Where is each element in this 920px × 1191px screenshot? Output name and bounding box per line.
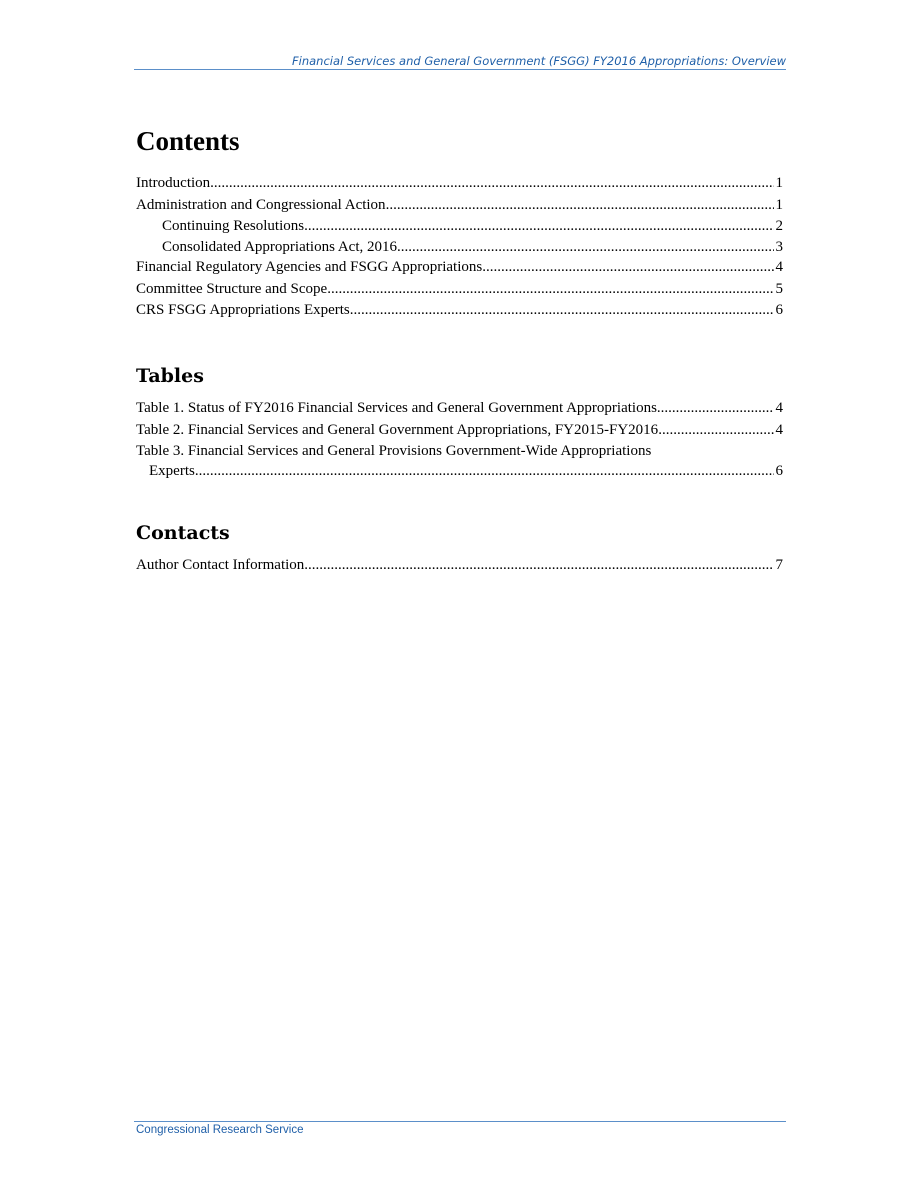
toc-entry-continuing-resolutions[interactable] [136,216,783,237]
footer-rule [134,1121,786,1122]
toc-entry-label: Continuing Resolutions [162,218,305,234]
tables-list [136,398,783,481]
dot-leader [397,237,774,258]
dot-leader [386,195,774,217]
toc-entry-page: 5 [775,280,783,297]
dot-leader [304,216,773,237]
dot-leader [350,300,774,322]
contents-title: Contents [136,126,240,156]
toc-entry-financial-regulatory-agencies[interactable] [136,257,783,279]
toc-entry-label: Introduction [136,175,211,191]
toc-entry-page: 6 [775,302,783,318]
toc-entry-continuation [136,461,783,481]
toc-entry-label: Author Contact Information [136,557,305,573]
toc-entry-page: 4 [775,400,783,416]
toc-entry-consolidated-appropriations-act[interactable] [136,237,783,258]
toc-entry-label: Table 3. Financial Services and General Provisions Government-Wide Appropriations [136,443,652,459]
dot-leader [482,257,773,279]
dot-leader [304,555,773,577]
dot-leader [327,279,773,301]
contents-list [136,173,783,322]
toc-entry-author-contact-information[interactable] [136,555,783,577]
toc-entry-page: 4 [775,421,783,438]
toc-entry-label: Administration and Congressional Action [136,196,386,213]
toc-entry-label: Table 2. Financial Services and General Government Appropriations, FY2015-FY2016 [136,421,659,438]
toc-entry-committee-structure-scope[interactable] [136,279,783,301]
toc-entry-table-2[interactable] [136,420,783,442]
toc-entry-page: 7 [775,557,783,573]
toc-entry-page: 1 [775,175,783,191]
dot-leader [658,420,773,442]
toc-entry-label: Consolidated Appropriations Act, 2016 [162,238,397,255]
toc-entry-page: 3 [775,238,783,255]
toc-entry-page: 2 [775,218,783,234]
toc-entry-crs-fsgg-experts[interactable] [136,300,783,322]
toc-entry-label: Financial Regulatory Agencies and FSGG Appropriations [136,259,483,275]
dot-leader [210,173,773,195]
tables-title: Tables [136,365,204,387]
dot-leader [195,461,774,481]
toc-entry-introduction[interactable] [136,173,783,195]
header-rule [134,69,786,70]
toc-entry-page: 1 [775,196,783,213]
toc-entry-label: Table 1. Status of FY2016 Financial Services and General Government Appropriations [136,400,657,416]
running-header: Financial Services and General Government (FSGG) FY2016 Appropriations: Overview [292,54,786,68]
toc-entry-label: CRS FSGG Appropriations Experts [136,302,350,318]
toc-entry-label-continued: Experts [149,463,195,479]
contacts-title: Contacts [136,522,230,544]
toc-entry-table-1[interactable] [136,398,783,420]
toc-entry-label: Committee Structure and Scope [136,280,328,297]
dot-leader [657,398,774,420]
running-footer: Congressional Research Service [136,1124,304,1136]
toc-entry-table-3[interactable] [136,441,783,481]
toc-entry-administration-congressional-action[interactable] [136,195,783,217]
toc-entry-page: 6 [775,463,783,479]
toc-entry-page: 4 [775,259,783,275]
contacts-list [136,555,783,577]
